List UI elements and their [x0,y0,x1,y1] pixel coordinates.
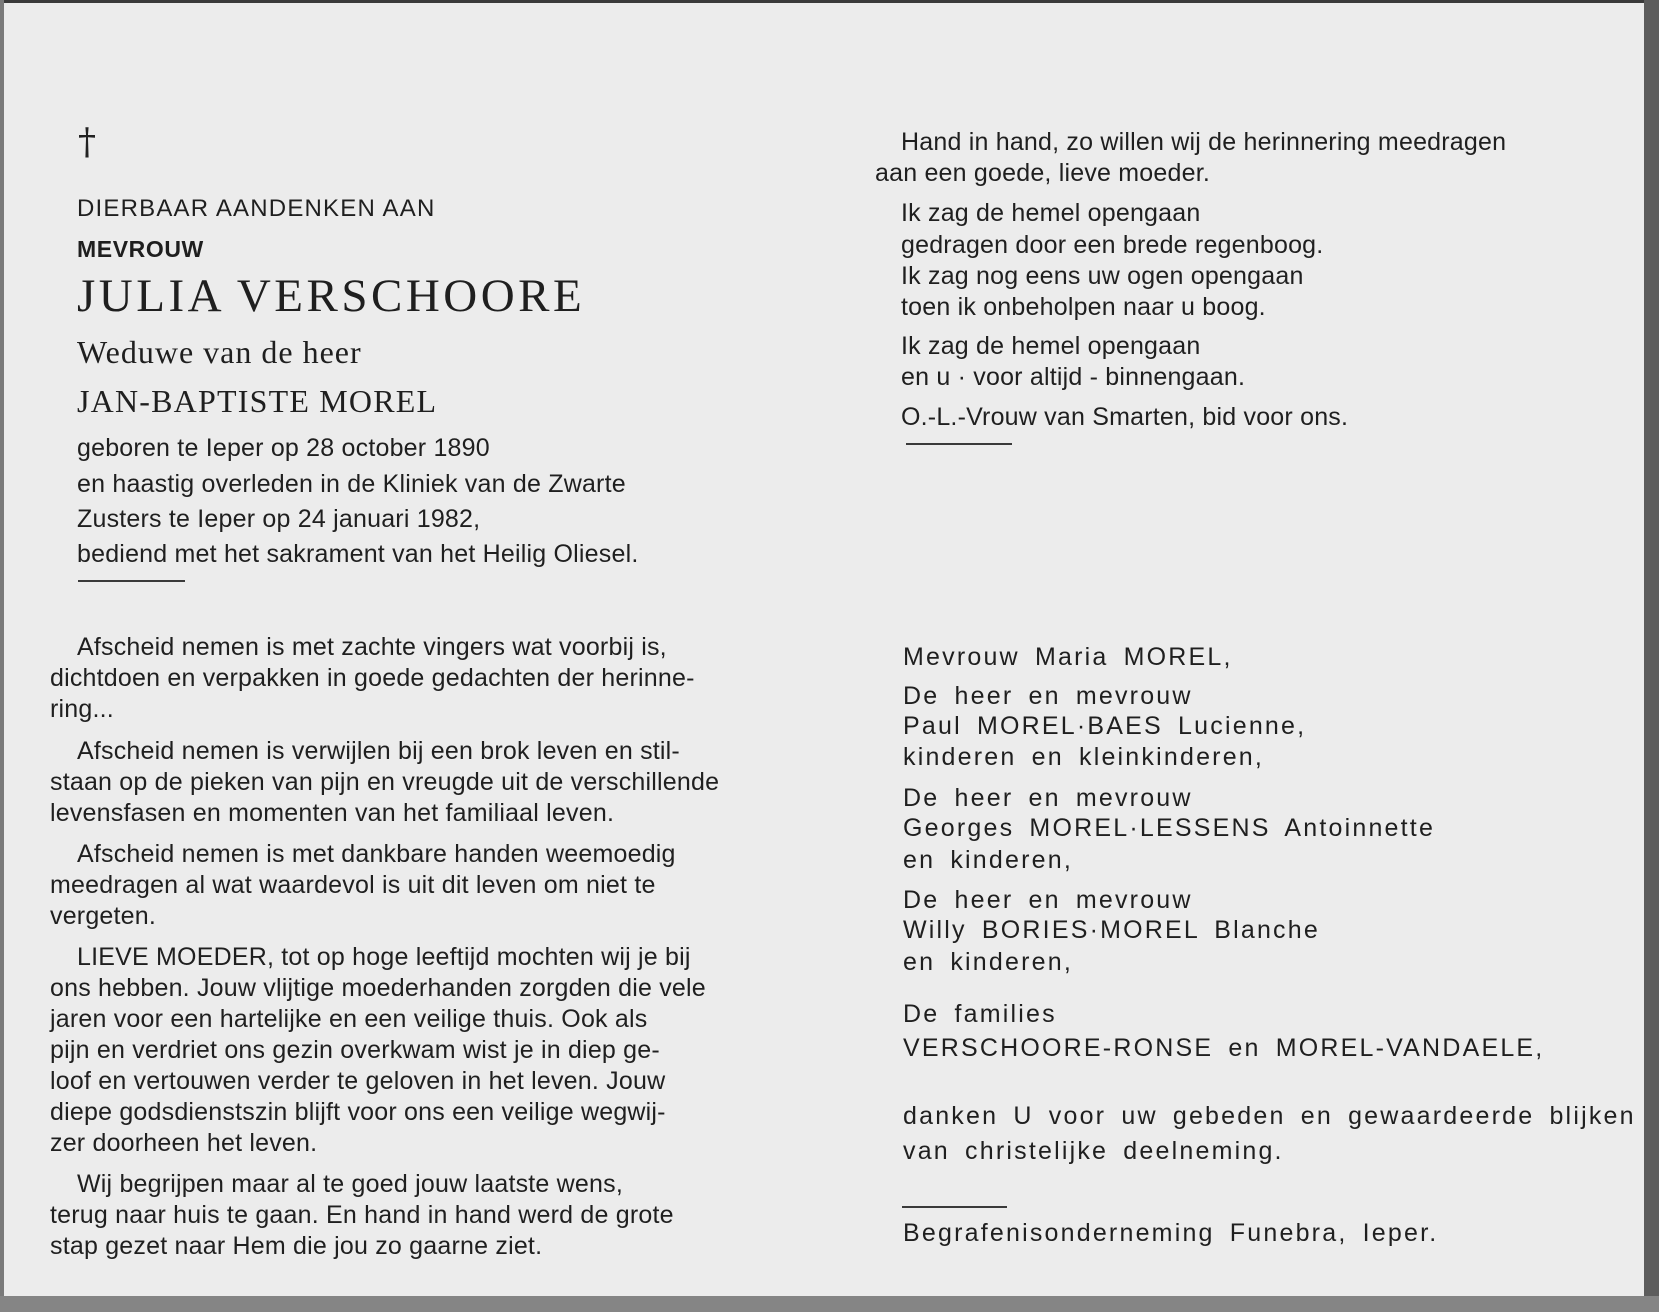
poem-line: Ik zag de hemel opengaan [901,199,1201,227]
family-line: De heer en mevrouw [903,784,1193,812]
poem-line: Ik zag nog eens uw ogen opengaan [901,262,1304,290]
life-detail-line: geboren te Ieper op 28 october 1890 [77,434,490,462]
poem-line: Ik zag de hemel opengaan [901,332,1201,360]
poem-line: Hand in hand, zo willen wij de herinnering meedragen [901,128,1507,156]
family-line: en kinderen, [903,948,1073,976]
poem-line: toen ik onbeholpen naar u boog. [901,293,1266,321]
farewell-line: stap gezet naar Hem die jou zo gaarne ziet. [50,1232,543,1260]
deceased-name: JULIA VERSCHOORE [77,270,586,322]
undertaker: Begrafenisonderneming Funebra, Ieper. [903,1219,1439,1247]
farewell-line: dichtdoen en verpakken in goede gedachten der herinne- [50,664,695,692]
farewell-line: levensfasen en momenten van het familiaal leven. [50,799,615,827]
farewell-line: loof en vertouwen verder te geloven in het leven. Jouw [50,1067,666,1095]
family-line: en kinderen, [903,846,1073,874]
farewell-line: vergeten. [50,902,157,930]
prayer-line: O.-L.-Vrouw van Smarten, bid voor ons. [901,403,1349,431]
family-line: Georges MOREL·LESSENS Antoinnette [903,814,1436,842]
thanks-line: danken U voor uw gebeden en gewaardeerde blijken [903,1102,1636,1130]
farewell-line: jaren voor een hartelijke en een veilige thuis. Ook als [50,1005,648,1033]
farewell-line: pijn en verdriet ons gezin overkwam wist je in diep ge- [50,1036,660,1064]
divider-rule [906,443,1012,445]
farewell-line: staan op de pieken van pijn en vreugde uit de verschillende [50,768,720,796]
family-line: De heer en mevrouw [903,682,1193,710]
scan-edge-right [1644,0,1659,1312]
farewell-line: ring... [50,695,114,723]
farewell-line: meedragen al wat waardevol is uit dit leven om niet te [50,871,656,899]
farewell-line: zer doorheen het leven. [50,1129,318,1157]
life-detail-line: bediend met het sakrament van het Heilig Oliesel. [77,540,639,568]
farewell-line: Afscheid nemen is verwijlen bij een brok leven en stil- [77,737,680,765]
poem-line: gedragen door een brede regenboog. [901,231,1324,259]
husband-name: JAN-BAPTISTE MOREL [77,383,438,419]
family-line: Paul MOREL·BAES Lucienne, [903,712,1307,740]
farewell-line: diepe godsdienstszin blijft voor ons een veilige wegwij- [50,1098,666,1126]
family-line: kinderen en kleinkinderen, [903,743,1265,771]
divider-rule [78,580,185,582]
family-line: De families [903,1000,1057,1028]
family-line: Willy BORIES·MOREL Blanche [903,916,1320,944]
poem-line: en u · voor altijd - binnengaan. [901,363,1246,391]
cross-icon: † [78,122,96,163]
farewell-line: ons hebben. Jouw vlijtige moederhanden zorgden die vele [50,974,706,1002]
family-line: De heer en mevrouw [903,886,1193,914]
farewell-line: Wij begrijpen maar al te goed jouw laatste wens, [77,1170,623,1198]
header-title-mevrouw: MEVROUW [77,236,204,262]
farewell-line: LIEVE MOEDER, tot op hoge leeftijd mochten wij je bij [77,943,691,971]
thanks-line: van christelijke deelneming. [903,1137,1284,1165]
widow-of: Weduwe van de heer [77,334,362,370]
divider-rule [902,1206,1007,1208]
life-detail-line: Zusters te Ieper op 24 januari 1982, [77,505,481,533]
life-detail-line: en haastig overleden in de Kliniek van de Zwarte [77,470,626,498]
poem-line: aan een goede, lieve moeder. [875,159,1211,187]
farewell-line: terug naar huis te gaan. En hand in hand werd de grote [50,1201,674,1229]
family-line: VERSCHOORE-RONSE en MOREL-VANDAELE, [903,1034,1545,1062]
farewell-line: Afscheid nemen is met dankbare handen weemoedig [77,840,676,868]
family-line: Mevrouw Maria MOREL, [903,643,1233,671]
header-line-1: DIERBAAR AANDENKEN AAN [77,195,436,222]
scan-edge-bottom [0,1296,1659,1312]
farewell-line: Afscheid nemen is met zachte vingers wat voorbij is, [77,633,667,661]
